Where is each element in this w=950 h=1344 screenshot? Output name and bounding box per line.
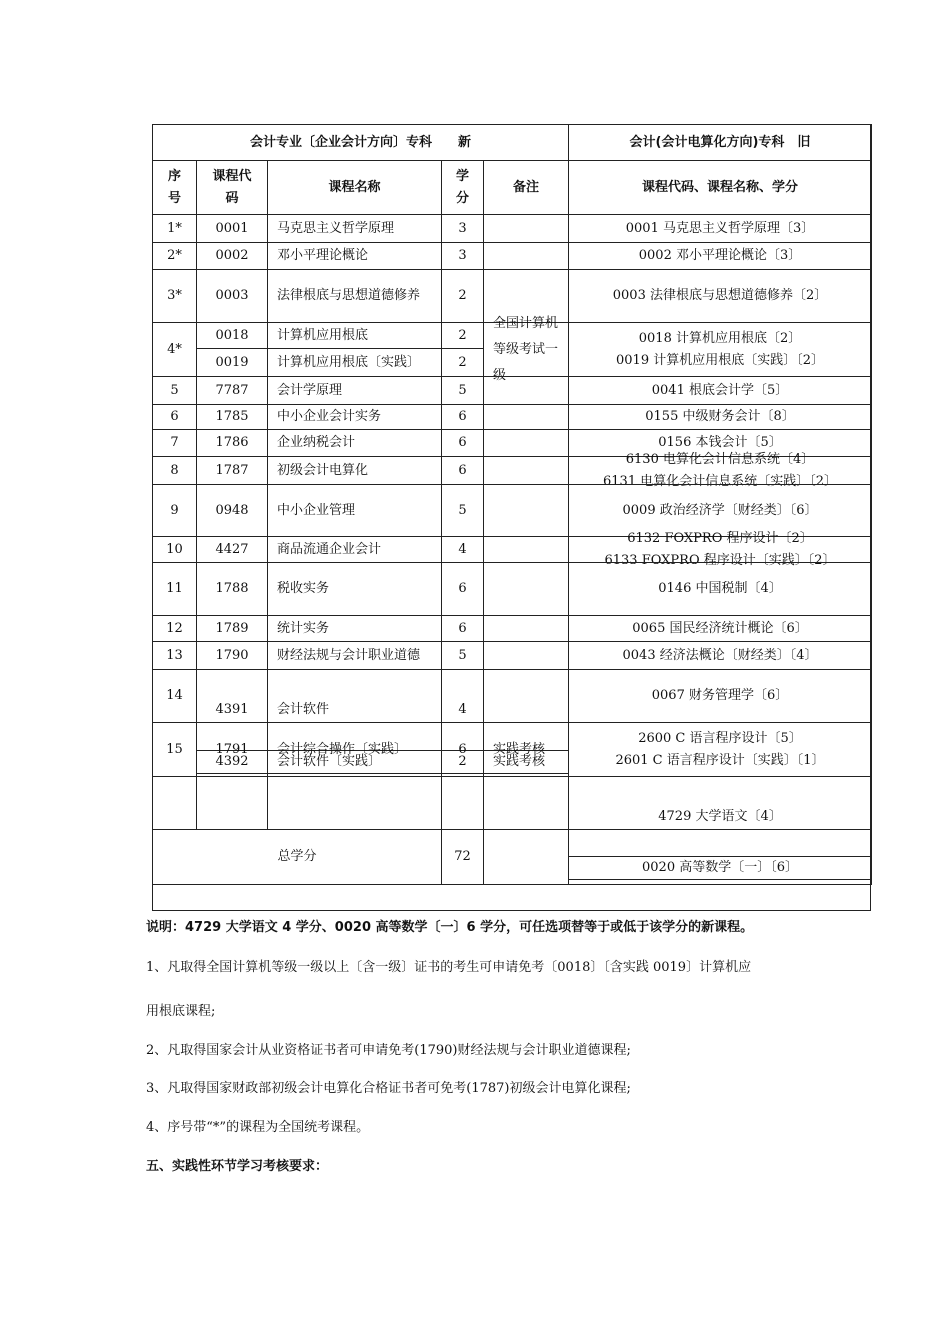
row-note bbox=[483, 242, 569, 270]
row-old-course: 4729 大学语文〔4〕 bbox=[568, 776, 872, 857]
row-credit: 3 bbox=[441, 242, 484, 270]
note-4: 4、序号带“*”的课程为全国统考课程。 bbox=[146, 1120, 370, 1135]
row-credit: 5 bbox=[441, 641, 484, 670]
row-code: 0018 bbox=[196, 322, 268, 349]
row-old-course bbox=[568, 562, 872, 616]
row-name: 计算机应用根底〔实践〕 bbox=[267, 348, 442, 377]
row-seq: 5 bbox=[152, 376, 197, 405]
row-old-course bbox=[568, 722, 872, 777]
old-course-line: 0002 邓小平理论概论〔3〕 bbox=[638, 248, 802, 263]
row-note: 实践考核 bbox=[483, 722, 569, 777]
row-old-course bbox=[568, 214, 872, 243]
row-credit: 6 bbox=[441, 615, 484, 642]
row-code: 1786 bbox=[196, 429, 268, 457]
row-name: 统计实务 bbox=[267, 615, 442, 642]
row-name: 商品流通企业会计 bbox=[267, 536, 442, 563]
row-code: 1789 bbox=[196, 615, 268, 642]
row-old-course bbox=[568, 242, 872, 270]
row-seq: 6 bbox=[152, 404, 197, 430]
old-course-line: 6132 FOXPRO 程序设计〔2〕 bbox=[627, 530, 813, 546]
row-code: 1787 bbox=[196, 456, 268, 485]
old-program-title: 会计(会计电算化方向)专科 旧 bbox=[568, 124, 872, 161]
row-code: 4391 bbox=[196, 669, 268, 751]
row-old-course bbox=[568, 404, 872, 430]
row-note bbox=[483, 484, 569, 537]
old-course-line: 0146 中国税制〔4〕 bbox=[658, 581, 782, 596]
row-old-course bbox=[568, 530, 872, 568]
note-1a: 1、凡取得全国计算机等级一级以上〔含一级〕证书的考生可申请免考〔0018〕〔含实践 0019〕计算机应 bbox=[146, 960, 752, 975]
row-credit: 4 bbox=[441, 669, 484, 751]
row-seq: 11 bbox=[152, 562, 197, 616]
row-name: 企业纳税会计 bbox=[267, 429, 442, 457]
row-code: 4392 bbox=[196, 750, 268, 774]
old-course-line: 0065 国民经济统计概论〔6〕 bbox=[632, 620, 808, 636]
row-credit: 2 bbox=[441, 269, 484, 323]
row-note bbox=[483, 429, 569, 457]
column-header-credit: 学分 bbox=[441, 160, 484, 215]
row-old-course bbox=[568, 376, 872, 405]
column-header-note: 备注 bbox=[483, 160, 569, 215]
row-name: 初级会计电算化 bbox=[267, 456, 442, 485]
row-code: 0003 bbox=[196, 269, 268, 323]
row-seq: 15 bbox=[152, 722, 197, 777]
row-name: 会计综合操作〔实践〕 bbox=[267, 722, 442, 777]
old-course-line: 0019 计算机应用根底〔实践〕〔2〕 bbox=[616, 352, 824, 368]
row-note bbox=[483, 615, 569, 642]
row-credit: 2 bbox=[441, 348, 484, 377]
old-course-line: 6131 电算化会计信息系统〔实践〕〔2〕 bbox=[603, 473, 837, 489]
row-note bbox=[483, 456, 569, 485]
new-program-title: 会计专业〔企业会计方向〕专科 新 bbox=[152, 124, 569, 161]
row-note: 全国计算机等级考试一级 bbox=[483, 322, 569, 377]
old-course-line: 6130 电算化会计信息系统〔4〕 bbox=[625, 451, 815, 467]
row-code: 1791 bbox=[196, 722, 268, 777]
row-name: 中小企业会计实务 bbox=[267, 404, 442, 430]
row-code: 1785 bbox=[196, 404, 268, 430]
row-credit: 6 bbox=[441, 404, 484, 430]
row-credit: 6 bbox=[441, 722, 484, 777]
row-code: 1790 bbox=[196, 641, 268, 670]
row-seq: 10 bbox=[152, 536, 197, 563]
old-course-line: 6133 FOXPRO 程序设计〔实践〕〔2〕 bbox=[604, 552, 836, 568]
section-5-heading: 五、实践性环节学习考核要求： bbox=[146, 1159, 329, 1174]
total-note bbox=[483, 829, 569, 885]
row-note bbox=[483, 562, 569, 616]
row-name: 邓小平理论概论 bbox=[267, 242, 442, 270]
row-seq: 8 bbox=[152, 456, 197, 485]
row-code: 0002 bbox=[196, 242, 268, 270]
note-2: 2、凡取得国家会计从业资格证书者可申请免考(1790)财经法规与会计职业道德课程; bbox=[146, 1043, 631, 1058]
row-old-course: 0020 高等数学〔一〕〔6〕 bbox=[568, 856, 872, 880]
row-code: 1788 bbox=[196, 562, 268, 616]
explanation-note: 说明：4729 大学语文 4 学分、0020 高等数学〔一〕6 学分，可任选项替等于或低于该学分的新课程。 bbox=[146, 920, 754, 935]
row-code: 4427 bbox=[196, 536, 268, 563]
row-old-course bbox=[568, 615, 872, 642]
row-seq: 2* bbox=[152, 242, 197, 270]
row-code bbox=[196, 776, 268, 830]
column-header-name: 课程名称 bbox=[267, 160, 442, 215]
total-label: 总学分 bbox=[152, 829, 442, 885]
old-course-line: 0156 本钱会计〔5〕 bbox=[658, 435, 782, 450]
row-code: 0019 bbox=[196, 348, 268, 377]
row-seq: 14 bbox=[152, 669, 197, 723]
row-credit: 6 bbox=[441, 429, 484, 457]
row-old-course bbox=[568, 322, 872, 377]
row-credit bbox=[441, 776, 484, 830]
row-credit: 2 bbox=[441, 750, 484, 774]
row-old-course bbox=[568, 451, 872, 489]
row-name: 马克思主义哲学原理 bbox=[267, 214, 442, 243]
row-note: 实践考核 bbox=[483, 750, 569, 774]
row-name: 计算机应用根底 bbox=[267, 322, 442, 349]
old-course-line: 2601 C 语言程序设计〔实践〕〔1〕 bbox=[615, 752, 825, 768]
old-course-line: 0009 政治经济学〔财经类〕〔6〕 bbox=[622, 502, 818, 518]
total-credits: 72 bbox=[441, 829, 484, 885]
row-code: 7787 bbox=[196, 376, 268, 405]
row-seq: 7 bbox=[152, 429, 197, 457]
old-course-line: 0001 马克思主义哲学原理〔3〕 bbox=[625, 220, 815, 236]
row-note bbox=[483, 404, 569, 430]
row-credit: 4 bbox=[441, 536, 484, 563]
row-code: 0001 bbox=[196, 214, 268, 243]
column-header-old: 课程代码、课程名称、学分 bbox=[568, 160, 872, 215]
row-credit: 6 bbox=[441, 562, 484, 616]
row-name bbox=[267, 776, 442, 830]
row-name: 会计软件〔实践〕 bbox=[267, 750, 442, 774]
row-name: 会计软件 bbox=[267, 669, 442, 751]
row-note bbox=[483, 536, 569, 563]
old-course-line: 0067 财务管理学〔6〕 bbox=[651, 688, 789, 703]
row-seq: 13 bbox=[152, 641, 197, 670]
column-header-seq: 序号 bbox=[152, 160, 197, 215]
course-table bbox=[152, 124, 871, 911]
row-note bbox=[483, 776, 569, 830]
row-note bbox=[483, 214, 569, 243]
column-header-code: 课程代码 bbox=[196, 160, 268, 215]
row-code: 0948 bbox=[196, 484, 268, 537]
row-name: 中小企业管理 bbox=[267, 484, 442, 537]
old-course-line: 0003 法律根底与思想道德修养〔2〕 bbox=[612, 288, 828, 303]
note-1b: 用根底课程; bbox=[146, 1004, 216, 1019]
old-course-line: 0018 计算机应用根底〔2〕 bbox=[638, 330, 802, 346]
row-credit: 2 bbox=[441, 322, 484, 349]
row-seq: 3* bbox=[152, 269, 197, 323]
old-course-line: 2600 C 语言程序设计〔5〕 bbox=[638, 730, 802, 746]
row-credit: 5 bbox=[441, 376, 484, 405]
old-course-line: 0155 中级财务会计〔8〕 bbox=[645, 409, 795, 424]
row-old-course bbox=[568, 269, 872, 323]
row-name: 税收实务 bbox=[267, 562, 442, 616]
row-seq: 1* bbox=[152, 214, 197, 243]
row-credit: 5 bbox=[441, 484, 484, 537]
row-credit: 6 bbox=[441, 456, 484, 485]
row-old-course bbox=[568, 669, 872, 723]
row-note bbox=[483, 641, 569, 670]
note-3: 3、凡取得国家财政部初级会计电算化合格证书者可免考(1787)初级会计电算化课程; bbox=[146, 1081, 631, 1096]
total-old bbox=[568, 829, 872, 885]
old-course-line: 0041 根底会计学〔5〕 bbox=[651, 382, 789, 398]
row-seq bbox=[152, 776, 197, 830]
row-old-course bbox=[568, 641, 872, 670]
row-seq: 9 bbox=[152, 484, 197, 537]
row-name: 财经法规与会计职业道德 bbox=[267, 641, 442, 670]
row-name: 法律根底与思想道德修养 bbox=[267, 269, 442, 323]
row-name: 会计学原理 bbox=[267, 376, 442, 405]
old-course-line: 0043 经济法概论〔财经类〕〔4〕 bbox=[622, 647, 818, 663]
row-seq: 4* bbox=[152, 322, 197, 377]
row-note bbox=[483, 376, 569, 405]
row-seq: 12 bbox=[152, 615, 197, 642]
row-credit: 3 bbox=[441, 214, 484, 243]
